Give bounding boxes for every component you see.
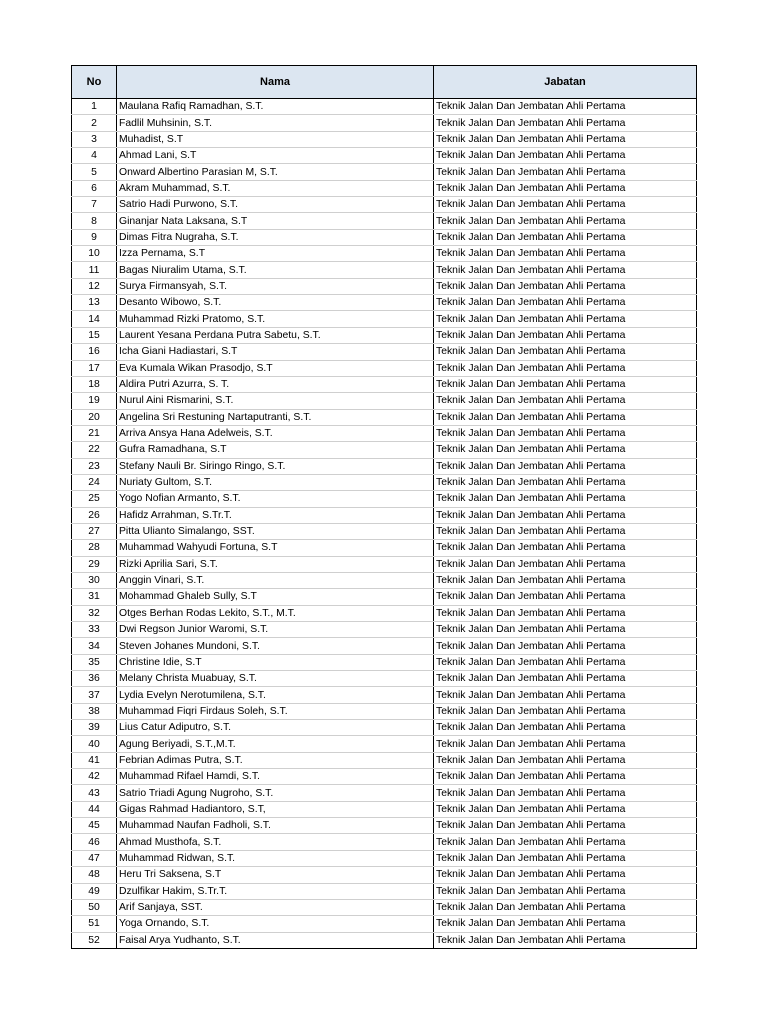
table-row	[72, 916, 697, 932]
cell-jabatan: Teknik Jalan Dan Jembatan Ahli Pertama	[434, 916, 697, 932]
spreadsheet-table-container	[71, 65, 696, 949]
cell-no: 10	[72, 246, 117, 262]
table-row	[72, 344, 697, 360]
cell-nama: Arriva Ansya Hana Adelweis, S.T.	[117, 425, 434, 441]
table-row	[72, 507, 697, 523]
table-header-row	[72, 66, 697, 99]
cell-no: 42	[72, 769, 117, 785]
cell-nama: Arif Sanjaya, SST.	[117, 899, 434, 915]
cell-jabatan: Teknik Jalan Dan Jembatan Ahli Pertama	[434, 556, 697, 572]
table-row	[72, 164, 697, 180]
cell-jabatan: Teknik Jalan Dan Jembatan Ahli Pertama	[434, 638, 697, 654]
cell-no: 40	[72, 736, 117, 752]
cell-nama: Gigas Rahmad Hadiantoro, S.T,	[117, 801, 434, 817]
cell-nama: Eva Kumala Wikan Prasodjo, S.T	[117, 360, 434, 376]
cell-nama: Bagas Niuralim Utama, S.T.	[117, 262, 434, 278]
table-row	[72, 769, 697, 785]
cell-nama: Christine Idie, S.T	[117, 654, 434, 670]
cell-nama: Izza Pernama, S.T	[117, 246, 434, 262]
table-row	[72, 278, 697, 294]
cell-jabatan: Teknik Jalan Dan Jembatan Ahli Pertama	[434, 180, 697, 196]
table-row	[72, 572, 697, 588]
cell-jabatan: Teknik Jalan Dan Jembatan Ahli Pertama	[434, 572, 697, 588]
cell-jabatan: Teknik Jalan Dan Jembatan Ahli Pertama	[434, 703, 697, 719]
cell-no: 22	[72, 442, 117, 458]
cell-nama: Icha Giani Hadiastari, S.T	[117, 344, 434, 360]
cell-jabatan: Teknik Jalan Dan Jembatan Ahli Pertama	[434, 295, 697, 311]
cell-jabatan: Teknik Jalan Dan Jembatan Ahli Pertama	[434, 752, 697, 768]
cell-no: 35	[72, 654, 117, 670]
table-row	[72, 622, 697, 638]
cell-no: 51	[72, 916, 117, 932]
cell-jabatan: Teknik Jalan Dan Jembatan Ahli Pertama	[434, 376, 697, 392]
cell-jabatan: Teknik Jalan Dan Jembatan Ahli Pertama	[434, 507, 697, 523]
cell-jabatan: Teknik Jalan Dan Jembatan Ahli Pertama	[434, 474, 697, 490]
cell-nama: Satrio Hadi Purwono, S.T.	[117, 197, 434, 213]
cell-jabatan: Teknik Jalan Dan Jembatan Ahli Pertama	[434, 229, 697, 245]
cell-no: 14	[72, 311, 117, 327]
cell-jabatan: Teknik Jalan Dan Jembatan Ahli Pertama	[434, 720, 697, 736]
cell-no: 1	[72, 99, 117, 115]
cell-no: 41	[72, 752, 117, 768]
cell-jabatan: Teknik Jalan Dan Jembatan Ahli Pertama	[434, 425, 697, 441]
cell-nama: Muhammad Rizki Pratomo, S.T.	[117, 311, 434, 327]
cell-jabatan: Teknik Jalan Dan Jembatan Ahli Pertama	[434, 932, 697, 948]
table-row	[72, 687, 697, 703]
cell-nama: Desanto Wibowo, S.T.	[117, 295, 434, 311]
cell-nama: Rizki Aprilia Sari, S.T.	[117, 556, 434, 572]
cell-nama: Melany Christa Muabuay, S.T.	[117, 671, 434, 687]
cell-nama: Anggin Vinari, S.T.	[117, 572, 434, 588]
cell-nama: Satrio Triadi Agung Nugroho, S.T.	[117, 785, 434, 801]
cell-no: 37	[72, 687, 117, 703]
cell-jabatan: Teknik Jalan Dan Jembatan Ahli Pertama	[434, 867, 697, 883]
cell-jabatan: Teknik Jalan Dan Jembatan Ahli Pertama	[434, 654, 697, 670]
cell-nama: Nuriaty Gultom, S.T.	[117, 474, 434, 490]
cell-jabatan: Teknik Jalan Dan Jembatan Ahli Pertama	[434, 409, 697, 425]
table-row	[72, 262, 697, 278]
table-row	[72, 131, 697, 147]
table-row	[72, 442, 697, 458]
cell-no: 4	[72, 148, 117, 164]
cell-jabatan: Teknik Jalan Dan Jembatan Ahli Pertama	[434, 213, 697, 229]
header-no: No	[72, 66, 117, 99]
cell-no: 44	[72, 801, 117, 817]
cell-no: 32	[72, 605, 117, 621]
table-row	[72, 99, 697, 115]
table-row	[72, 703, 697, 719]
cell-nama: Hafidz Arrahman, S.Tr.T.	[117, 507, 434, 523]
table-row	[72, 589, 697, 605]
table-row	[72, 376, 697, 392]
cell-nama: Muhammad Fiqri Firdaus Soleh, S.T.	[117, 703, 434, 719]
cell-jabatan: Teknik Jalan Dan Jembatan Ahli Pertama	[434, 278, 697, 294]
cell-jabatan: Teknik Jalan Dan Jembatan Ahli Pertama	[434, 164, 697, 180]
cell-nama: Ahmad Musthofa, S.T.	[117, 834, 434, 850]
cell-jabatan: Teknik Jalan Dan Jembatan Ahli Pertama	[434, 899, 697, 915]
cell-jabatan: Teknik Jalan Dan Jembatan Ahli Pertama	[434, 458, 697, 474]
cell-no: 20	[72, 409, 117, 425]
cell-nama: Laurent Yesana Perdana Putra Sabetu, S.T.	[117, 327, 434, 343]
cell-jabatan: Teknik Jalan Dan Jembatan Ahli Pertama	[434, 327, 697, 343]
cell-jabatan: Teknik Jalan Dan Jembatan Ahli Pertama	[434, 197, 697, 213]
cell-no: 25	[72, 491, 117, 507]
cell-nama: Stefany Nauli Br. Siringo Ringo, S.T.	[117, 458, 434, 474]
cell-no: 26	[72, 507, 117, 523]
cell-no: 46	[72, 834, 117, 850]
table-row	[72, 671, 697, 687]
cell-nama: Dwi Regson Junior Waromi, S.T.	[117, 622, 434, 638]
table-row	[72, 360, 697, 376]
table-row	[72, 654, 697, 670]
table-row	[72, 327, 697, 343]
cell-jabatan: Teknik Jalan Dan Jembatan Ahli Pertama	[434, 360, 697, 376]
table-row	[72, 474, 697, 490]
cell-no: 52	[72, 932, 117, 948]
cell-no: 2	[72, 115, 117, 131]
table-row	[72, 148, 697, 164]
table-row	[72, 246, 697, 262]
table-row	[72, 785, 697, 801]
table-row	[72, 393, 697, 409]
table-row	[72, 850, 697, 866]
cell-no: 9	[72, 229, 117, 245]
table-row	[72, 425, 697, 441]
cell-nama: Yoga Ornando, S.T.	[117, 916, 434, 932]
cell-jabatan: Teknik Jalan Dan Jembatan Ahli Pertama	[434, 687, 697, 703]
cell-nama: Fadlil Muhsinin, S.T.	[117, 115, 434, 131]
table-row	[72, 638, 697, 654]
cell-nama: Yogo Nofian Armanto, S.T.	[117, 491, 434, 507]
cell-no: 33	[72, 622, 117, 638]
cell-nama: Surya Firmansyah, S.T.	[117, 278, 434, 294]
cell-no: 21	[72, 425, 117, 441]
cell-jabatan: Teknik Jalan Dan Jembatan Ahli Pertama	[434, 115, 697, 131]
cell-nama: Agung Beriyadi, S.T.,M.T.	[117, 736, 434, 752]
cell-nama: Dimas Fitra Nugraha, S.T.	[117, 229, 434, 245]
cell-no: 18	[72, 376, 117, 392]
table-row	[72, 752, 697, 768]
table-row	[72, 818, 697, 834]
cell-no: 3	[72, 131, 117, 147]
cell-no: 48	[72, 867, 117, 883]
cell-jabatan: Teknik Jalan Dan Jembatan Ahli Pertama	[434, 246, 697, 262]
cell-no: 7	[72, 197, 117, 213]
table-row	[72, 540, 697, 556]
cell-no: 27	[72, 523, 117, 539]
cell-jabatan: Teknik Jalan Dan Jembatan Ahli Pertama	[434, 540, 697, 556]
cell-no: 13	[72, 295, 117, 311]
cell-nama: Faisal Arya Yudhanto, S.T.	[117, 932, 434, 948]
cell-jabatan: Teknik Jalan Dan Jembatan Ahli Pertama	[434, 344, 697, 360]
cell-nama: Pitta Ulianto Simalango, SST.	[117, 523, 434, 539]
table-row	[72, 115, 697, 131]
cell-nama: Muhammad Ridwan, S.T.	[117, 850, 434, 866]
cell-nama: Muhammad Rifael Hamdi, S.T.	[117, 769, 434, 785]
cell-jabatan: Teknik Jalan Dan Jembatan Ahli Pertama	[434, 393, 697, 409]
cell-nama: Muhammad Wahyudi Fortuna, S.T	[117, 540, 434, 556]
table-row	[72, 180, 697, 196]
cell-jabatan: Teknik Jalan Dan Jembatan Ahli Pertama	[434, 769, 697, 785]
table-row	[72, 899, 697, 915]
cell-no: 8	[72, 213, 117, 229]
cell-no: 38	[72, 703, 117, 719]
cell-no: 11	[72, 262, 117, 278]
table-row	[72, 491, 697, 507]
table-row	[72, 834, 697, 850]
employee-table	[71, 65, 697, 949]
cell-no: 29	[72, 556, 117, 572]
table-row	[72, 720, 697, 736]
cell-no: 43	[72, 785, 117, 801]
cell-no: 19	[72, 393, 117, 409]
cell-jabatan: Teknik Jalan Dan Jembatan Ahli Pertama	[434, 785, 697, 801]
table-body	[72, 99, 697, 949]
cell-no: 15	[72, 327, 117, 343]
cell-no: 47	[72, 850, 117, 866]
table-row	[72, 867, 697, 883]
cell-nama: Onward Albertino Parasian M, S.T.	[117, 164, 434, 180]
cell-no: 31	[72, 589, 117, 605]
cell-jabatan: Teknik Jalan Dan Jembatan Ahli Pertama	[434, 736, 697, 752]
cell-nama: Angelina Sri Restuning Nartaputranti, S.T.	[117, 409, 434, 425]
cell-nama: Ginanjar Nata Laksana, S.T	[117, 213, 434, 229]
cell-no: 49	[72, 883, 117, 899]
cell-nama: Maulana Rafiq Ramadhan, S.T.	[117, 99, 434, 115]
cell-nama: Lydia Evelyn Nerotumilena, S.T.	[117, 687, 434, 703]
table-row	[72, 409, 697, 425]
cell-jabatan: Teknik Jalan Dan Jembatan Ahli Pertama	[434, 99, 697, 115]
table-row	[72, 883, 697, 899]
cell-nama: Nurul Aini Rismarini, S.T.	[117, 393, 434, 409]
cell-no: 16	[72, 344, 117, 360]
table-row	[72, 605, 697, 621]
cell-no: 17	[72, 360, 117, 376]
cell-nama: Ahmad Lani, S.T	[117, 148, 434, 164]
cell-jabatan: Teknik Jalan Dan Jembatan Ahli Pertama	[434, 605, 697, 621]
table-row	[72, 932, 697, 948]
table-row	[72, 523, 697, 539]
cell-jabatan: Teknik Jalan Dan Jembatan Ahli Pertama	[434, 671, 697, 687]
cell-no: 28	[72, 540, 117, 556]
header-nama: Nama	[117, 66, 434, 99]
table-row	[72, 458, 697, 474]
cell-no: 6	[72, 180, 117, 196]
cell-jabatan: Teknik Jalan Dan Jembatan Ahli Pertama	[434, 491, 697, 507]
table-row	[72, 311, 697, 327]
table-row	[72, 295, 697, 311]
header-jabatan: Jabatan	[434, 66, 697, 99]
cell-nama: Steven Johanes Mundoni, S.T.	[117, 638, 434, 654]
table-row	[72, 213, 697, 229]
cell-no: 36	[72, 671, 117, 687]
cell-no: 23	[72, 458, 117, 474]
cell-no: 5	[72, 164, 117, 180]
cell-jabatan: Teknik Jalan Dan Jembatan Ahli Pertama	[434, 883, 697, 899]
cell-nama: Otges Berhan Rodas Lekito, S.T., M.T.	[117, 605, 434, 621]
cell-jabatan: Teknik Jalan Dan Jembatan Ahli Pertama	[434, 850, 697, 866]
cell-no: 12	[72, 278, 117, 294]
cell-no: 39	[72, 720, 117, 736]
cell-jabatan: Teknik Jalan Dan Jembatan Ahli Pertama	[434, 834, 697, 850]
cell-nama: Muhadist, S.T	[117, 131, 434, 147]
cell-jabatan: Teknik Jalan Dan Jembatan Ahli Pertama	[434, 262, 697, 278]
cell-nama: Heru Tri Saksena, S.T	[117, 867, 434, 883]
cell-jabatan: Teknik Jalan Dan Jembatan Ahli Pertama	[434, 589, 697, 605]
table-row	[72, 736, 697, 752]
cell-nama: Akram Muhammad, S.T.	[117, 180, 434, 196]
cell-jabatan: Teknik Jalan Dan Jembatan Ahli Pertama	[434, 818, 697, 834]
cell-nama: Dzulfikar Hakim, S.Tr.T.	[117, 883, 434, 899]
cell-no: 34	[72, 638, 117, 654]
cell-jabatan: Teknik Jalan Dan Jembatan Ahli Pertama	[434, 801, 697, 817]
table-row	[72, 801, 697, 817]
cell-nama: Gufra Ramadhana, S.T	[117, 442, 434, 458]
cell-no: 45	[72, 818, 117, 834]
cell-nama: Muhammad Naufan Fadholi, S.T.	[117, 818, 434, 834]
cell-jabatan: Teknik Jalan Dan Jembatan Ahli Pertama	[434, 311, 697, 327]
table-row	[72, 556, 697, 572]
cell-nama: Lius Catur Adiputro, S.T.	[117, 720, 434, 736]
cell-nama: Mohammad Ghaleb Sully, S.T	[117, 589, 434, 605]
cell-no: 50	[72, 899, 117, 915]
table-row	[72, 229, 697, 245]
cell-jabatan: Teknik Jalan Dan Jembatan Ahli Pertama	[434, 442, 697, 458]
cell-nama: Aldira Putri Azurra, S. T.	[117, 376, 434, 392]
cell-nama: Febrian Adimas Putra, S.T.	[117, 752, 434, 768]
table-row	[72, 197, 697, 213]
cell-no: 30	[72, 572, 117, 588]
cell-jabatan: Teknik Jalan Dan Jembatan Ahli Pertama	[434, 622, 697, 638]
cell-jabatan: Teknik Jalan Dan Jembatan Ahli Pertama	[434, 148, 697, 164]
cell-no: 24	[72, 474, 117, 490]
cell-jabatan: Teknik Jalan Dan Jembatan Ahli Pertama	[434, 131, 697, 147]
cell-jabatan: Teknik Jalan Dan Jembatan Ahli Pertama	[434, 523, 697, 539]
